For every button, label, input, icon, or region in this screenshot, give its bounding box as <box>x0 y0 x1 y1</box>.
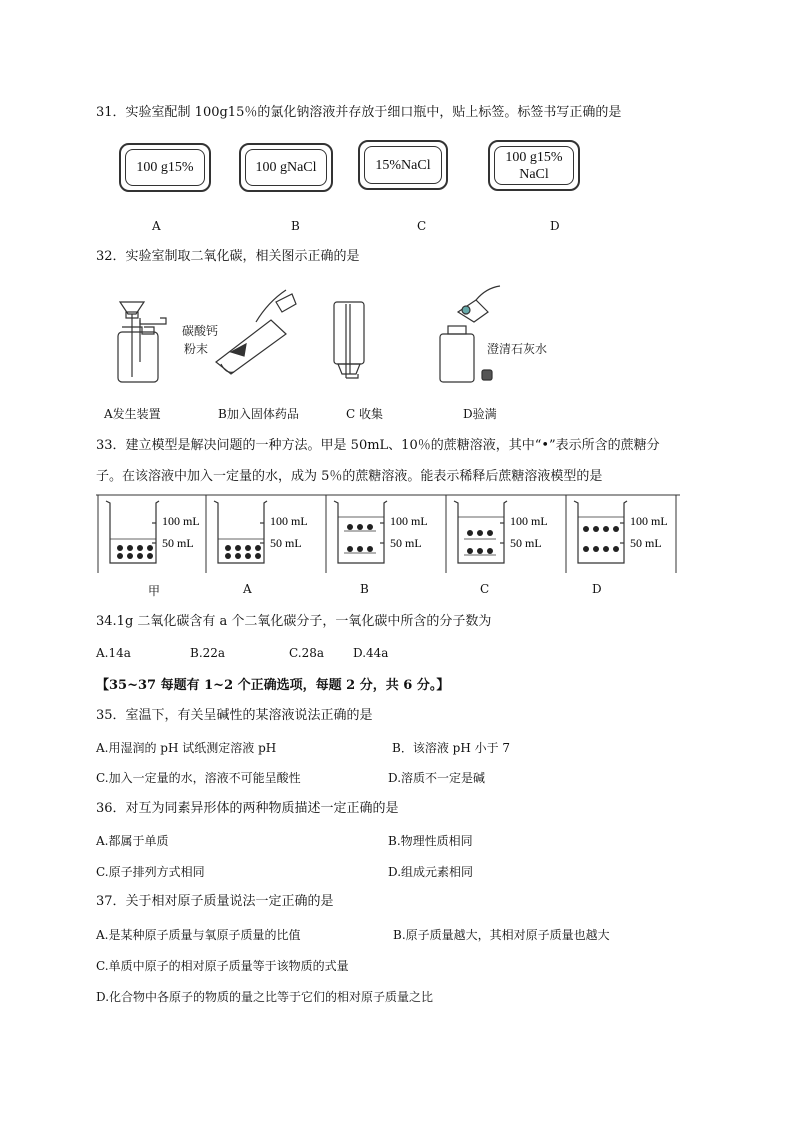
label-text-d <box>494 146 574 185</box>
beaker-jia-molecules <box>117 545 153 559</box>
q36-option-d: D.组成元素相同 <box>388 865 474 879</box>
d-mark-50: 50 mL <box>630 536 662 550</box>
q35-option-b: B．该溶液 pH 小于 7 <box>392 741 511 755</box>
jia-mark-50: 50 mL <box>162 536 194 550</box>
beaker-c-molecules <box>467 530 493 554</box>
q37-option-c: C.单质中原子的相对原子质量等于该物质的式量 <box>96 959 349 973</box>
annotation-powder: 粉末 <box>184 342 209 356</box>
label-card-b <box>239 143 333 192</box>
q32-caption-b: B加入固体药品 <box>218 407 299 421</box>
beaker-b-molecules <box>347 524 373 552</box>
question-32-text: 32．实验室制取二氧化碳，相关图示正确的是 <box>96 249 360 264</box>
b-mark-50: 50 mL <box>390 536 422 550</box>
question-31-text: 31．实验室配制 100g15％的氯化钠溶液并存放于细口瓶中，贴上标签。标签书写正确的是 <box>96 105 622 120</box>
q31-option-a: A <box>152 219 161 233</box>
generator-apparatus-illustration <box>118 302 166 382</box>
q31-option-c: C <box>417 219 427 233</box>
beaker-b <box>334 501 387 563</box>
q33-beaker-models-figure <box>96 493 680 575</box>
add-solid-illustration <box>216 290 296 374</box>
beaker-d-molecules <box>583 526 619 552</box>
q32-caption-c: C 收集 <box>346 407 383 421</box>
jia-mark-100: 100 mL <box>162 514 200 528</box>
section-header: 【35~37 每题有 1~2 个正确选项，每题 2 分，共 6 分。】 <box>96 678 450 693</box>
q31-option-d: D <box>550 219 560 233</box>
q31-option-b: B <box>291 219 300 233</box>
label-d-line1: 100 g15% <box>505 149 563 165</box>
q35-option-d: D.溶质不一定是碱 <box>388 771 486 785</box>
full-test-illustration <box>440 286 500 382</box>
d-mark-100: 100 mL <box>630 514 668 528</box>
q36-option-a: A.都属于单质 <box>96 834 169 848</box>
label-card-c <box>358 140 448 190</box>
question-33-line2: 子。在该溶液中加入一定量的水，成为 5％的蔗糖溶液。能表示稀释后蔗糖溶液模型的是 <box>96 469 603 484</box>
question-37-text: 37．关于相对原子质量说法一定正确的是 <box>96 894 334 909</box>
q32-apparatus-figure <box>96 282 696 402</box>
label-text-a: 100 g15% <box>125 149 205 186</box>
q33-caption-c: C <box>480 582 490 596</box>
c-mark-50: 50 mL <box>510 536 542 550</box>
q36-option-b: B.物理性质相同 <box>388 834 473 848</box>
a-mark-50: 50 mL <box>270 536 302 550</box>
q33-caption-a: A <box>243 582 252 596</box>
q37-option-d: D.化合物中各原子的物质的量之比等于它们的相对原子质量之比 <box>96 990 434 1004</box>
q34-option-a: A.14a <box>96 646 131 660</box>
q33-caption-d: D <box>592 582 602 596</box>
q34-option-c: C.28a <box>289 646 324 660</box>
q35-option-a: A.用湿润的 pH 试纸测定溶液 pH <box>96 741 277 755</box>
label-card-d <box>488 140 580 191</box>
beaker-d <box>574 501 627 563</box>
question-36-text: 36．对互为同素异形体的两种物质描述一定正确的是 <box>96 801 399 816</box>
q32-caption-d: D验满 <box>463 407 497 421</box>
q37-option-a: A.是某种原子质量与氧原子质量的比值 <box>96 928 301 942</box>
question-33-line1: 33．建立模型是解决问题的一种方法。甲是 50mL、10％的蔗糖溶液，其中“•”表示所含的蔗糖分 <box>96 438 660 453</box>
q35-option-c: C.加入一定量的水，溶液不可能呈酸性 <box>96 771 301 785</box>
label-card-a <box>119 143 211 192</box>
q34-option-b: B.22a <box>190 646 226 660</box>
q33-caption-jia: 甲 <box>148 584 161 598</box>
label-text-b: 100 gNaCl <box>245 149 327 186</box>
annotation-limewater: 澄清石灰水 <box>487 342 548 356</box>
question-34-text: 34.1g 二氧化碳含有 a 个二氧化碳分子，一氧化碳中所含的分子数为 <box>96 614 492 629</box>
q33-caption-b: B <box>360 582 369 596</box>
annotation-calcium-carbonate: 碳酸钙 <box>182 324 219 338</box>
beaker-a-molecules <box>225 545 261 559</box>
b-mark-100: 100 mL <box>390 514 428 528</box>
q37-option-b: B.原子质量越大，其相对原子质量也越大 <box>393 928 610 942</box>
q36-option-c: C.原子排列方式相同 <box>96 865 205 879</box>
label-d-line2: NaCl <box>519 166 549 182</box>
c-mark-100: 100 mL <box>510 514 548 528</box>
label-text-c: 15%NaCl <box>364 146 442 184</box>
q32-caption-a: A发生装置 <box>104 407 161 421</box>
collection-bottle-illustration <box>334 302 364 378</box>
a-mark-100: 100 mL <box>270 514 308 528</box>
question-35-text: 35．室温下，有关呈碱性的某溶液说法正确的是 <box>96 708 373 723</box>
q34-option-d: D.44a <box>353 646 389 660</box>
